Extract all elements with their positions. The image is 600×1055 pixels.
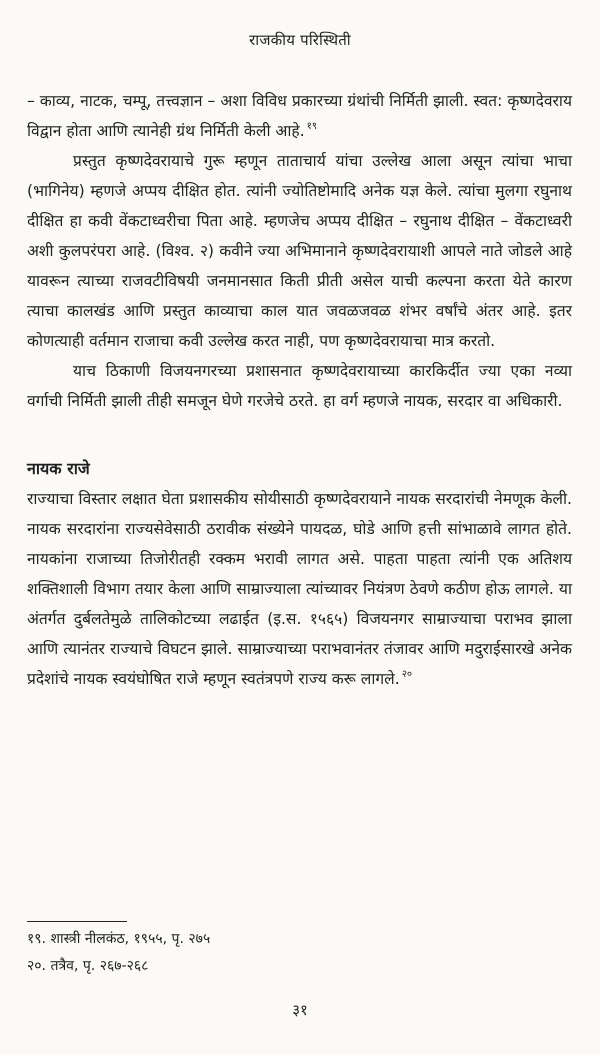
footnotes	[27, 926, 572, 980]
paragraph-4	[27, 484, 572, 694]
paragraph-3: याच ठिकाणी विजयनगरच्या प्रशासनात कृष्णदेवरायाच्या कारकिर्दीत ज्या एका नव्या वर्गाची निर्मिती झाली तीही समजून घेणे गरजेचे ठरते. हा वर्ग म्हणजे नायक, सरदार वा अधिकारी.	[27, 362, 572, 410]
footnote-20: २०. तत्रैव, पृ. २६७-२६८	[27, 958, 149, 974]
running-header: राजकीय परिस्थिती	[249, 31, 351, 49]
footnote-marker-20: २०	[401, 669, 413, 680]
paragraph-1-text: – काव्य, नाटक, चम्पू, तत्त्वज्ञान – अशा विविध प्रकारच्या ग्रंथांची निर्मिती झाली. स्वत: कृष्णदेवराय विद्वान होता आणि त्यानेही ग्रंथ निर्मिती केली आहे.	[27, 92, 572, 140]
section-heading: नायक राजे	[27, 459, 90, 478]
page-number: ३१	[292, 1001, 308, 1019]
paragraph-1	[27, 86, 572, 146]
footnote-divider	[27, 921, 127, 922]
paragraph-2: प्रस्तुत कृष्णदेवरायाचे गुरू म्हणून ताताचार्य यांचा उल्लेख आला असून त्यांचा भाचा (भागिनेय) म्हणजे अप्पय दीक्षित होत. त्यांनी ज्योतिष्टोमादि अनेक यज्ञ केले. त्यांचा मुलगा रघुनाथ दीक्षित हा कवी वेंकटाध्वरीचा पिता आहे. म्हणजेच अप्पय दीक्षित – रघुनाथ दीक्षित – वेंकटाध्वरी अशी कुलपरंपरा आहे. (विश्व. २) कवीने ज्या अभिमानाने कृष्णदेवरायाशी आपले नाते जोडले आहे यावरून त्याच्या राजवटीविषयी जनमानसात किती प्रीती असेल याची कल्पना करता येते कारण त्याचा कालखंड आणि प्रस्तुत काव्याचा काल यात जवळजवळ शंभर वर्षांचे अंतर आहे. इतर कोणत्याही वर्तमान राजाचा कवी उल्लेख करत नाही, पण कृष्णदेवरायाचा मात्र करतो.	[27, 152, 572, 350]
body-text	[27, 86, 572, 694]
footnote-19: १९. शास्त्री नीलकंठ, १९५५, पृ. २७५	[27, 931, 211, 947]
footnote-marker-19: १९	[306, 121, 318, 132]
paragraph-4-text: राज्याचा विस्तार लक्षात घेता प्रशासकीय सोयीसाठी कृष्णदेवरायाने नायक सरदारांची नेमणूक केली. नायक सरदारांना राज्यसेवेसाठी ठरावीक संख्येने पायदळ, घोडे आणि हत्ती सांभाळावे लागत होते. नायकांना राजाच्या तिजोरीतही रक्कम भरावी लागत असे. पाहता पाहता त्यांनी एक अतिशय शक्तिशाली विभाग तयार केला आणि साम्राज्याला त्यांच्यावर नियंत्रण ठेवणे कठीण होऊ लागले. या अंतर्गत दुर्बलतेमुळे तालिकोटच्या लढाईत (इ.स. १५६५) विजयनगर साम्राज्याचा पराभव झाला आणि त्यानंतर राज्याचे विघटन झाले. साम्राज्याच्या पराभवानंतर तंजावर आणि मदुराईसारखे अनेक प्रदेशांचे नायक स्वयंघोषित राजे म्हणून स्वतंत्रपणे राज्य करू लागले.	[27, 490, 572, 688]
